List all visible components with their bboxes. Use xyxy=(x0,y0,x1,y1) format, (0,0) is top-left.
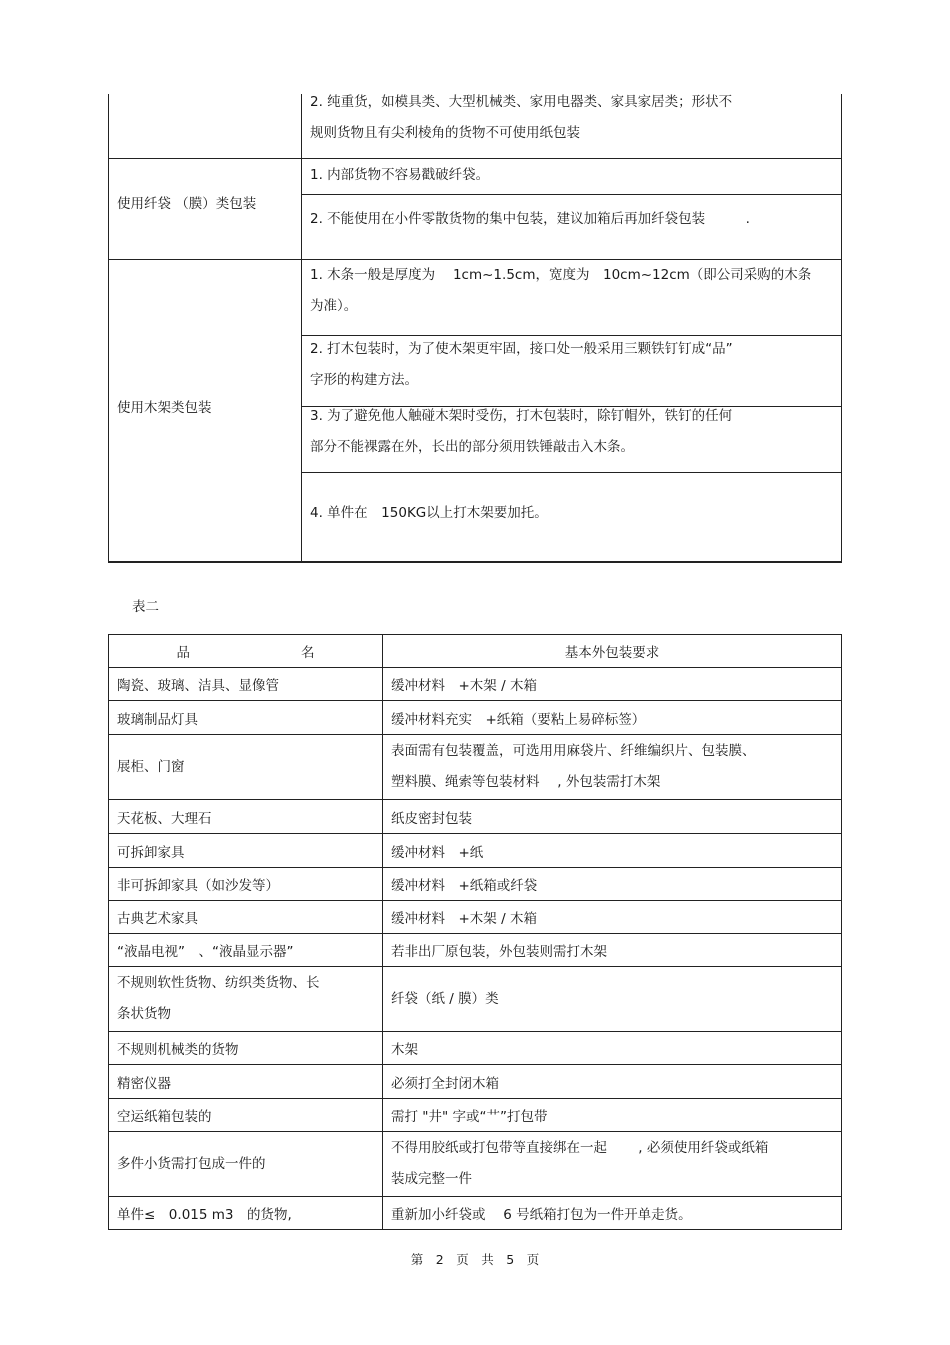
item-requirement: 缓冲材料 +纸箱或纤袋 xyxy=(383,868,842,901)
table-row xyxy=(109,1197,842,1230)
row-divider xyxy=(301,194,841,195)
item-requirement: 重新加小纤袋或 6 号纸箱打包为一件开单走货。 xyxy=(383,1197,842,1230)
table-row xyxy=(109,868,842,901)
row-divider xyxy=(301,472,841,473)
item-name: 可拆卸家具 xyxy=(109,834,383,868)
item-name: 展柜、门窗 xyxy=(109,735,383,800)
table-cell: 1. 内部货物不容易戳破纤袋。 xyxy=(310,167,490,183)
item-name: 古典艺术家具 xyxy=(109,901,383,934)
table-row xyxy=(109,1099,842,1132)
item-requirement: 纸皮密封包装 xyxy=(383,800,842,834)
packaging-method-table xyxy=(108,94,842,563)
row-divider xyxy=(109,158,841,159)
table-cell xyxy=(310,401,732,463)
item-requirement xyxy=(383,1132,842,1197)
table-caption: 表二 xyxy=(132,599,159,615)
table-cell: 4. 单件在 150KG以上打木架要加托。 xyxy=(310,505,548,521)
item-requirement: 缓冲材料充实 +纸箱（要粘上易碎标签） xyxy=(383,701,842,735)
table-row xyxy=(109,901,842,934)
item-name: 精密仪器 xyxy=(109,1065,383,1099)
table-row xyxy=(109,701,842,735)
column-header-requirement: 基本外包装要求 xyxy=(383,635,842,668)
column-header-name: 品 名 xyxy=(109,635,383,668)
item-requirement: 缓冲材料 +木架 / 木箱 xyxy=(383,668,842,701)
cell-text: 为准）。 xyxy=(310,298,358,314)
cell-text: 规则货物且有尖利棱角的货物不可使用纸包装 xyxy=(310,125,580,141)
table-row xyxy=(109,1032,842,1065)
page-number: 第 2 页 共 5 页 xyxy=(410,1252,540,1267)
table-cell xyxy=(310,334,733,396)
cell-text: 3. 为了避免他人触碰木架时受伤，打木包装时，除钉帽外，铁钉的任何 xyxy=(310,408,733,424)
cell-line: 塑料膜、绳索等包装材料 , 外包装需打木架 xyxy=(391,774,661,790)
cell-text: 字形的构建方法。 xyxy=(310,372,418,388)
column-divider xyxy=(301,94,302,561)
packaging-requirements-table xyxy=(108,634,842,1230)
item-name: 不规则机械类的货物 xyxy=(109,1032,383,1065)
cell-line: 条状货物 xyxy=(117,1006,171,1022)
item-requirement: 缓冲材料 +木架 / 木箱 xyxy=(383,901,842,934)
item-requirement xyxy=(383,735,842,800)
item-name: 天花板、大理石 xyxy=(109,800,383,834)
item-requirement: 木架 xyxy=(383,1032,842,1065)
cell-text: 1. 木条一般是厚度为 1cm~1.5cm，宽度为 10cm~12cm（即公司采购的木条 xyxy=(310,267,812,283)
group-label-wooden-frame: 使用木架类包装 xyxy=(117,400,212,416)
group-label-fiber-bag: 使用纤袋 （膜）类包装 xyxy=(117,196,257,212)
item-requirement: 缓冲材料 +纸 xyxy=(383,834,842,868)
cell-line: 不规则软性货物、纺织类货物、长 xyxy=(117,975,320,991)
item-name: 陶瓷、玻璃、洁具、显像管 xyxy=(109,668,383,701)
table-cell xyxy=(310,87,732,149)
table-header-row xyxy=(109,635,842,668)
table-row xyxy=(109,1132,842,1197)
item-name: 多件小货需打包成一件的 xyxy=(109,1132,383,1197)
cell-line: 不得用胶纸或打包带等直接绑在一起 , 必须使用纤袋或纸箱 xyxy=(391,1140,769,1156)
cell-text: 部分不能裸露在外，长出的部分须用铁锤敲击入木条。 xyxy=(310,439,634,455)
item-name xyxy=(109,967,383,1032)
table-row xyxy=(109,834,842,868)
item-requirement: 需打 "井" 字或“艹”打包带 xyxy=(383,1099,842,1132)
table-row xyxy=(109,735,842,800)
table-row xyxy=(109,967,842,1032)
item-name: 非可拆卸家具（如沙发等） xyxy=(109,868,383,901)
item-name: 玻璃制品灯具 xyxy=(109,701,383,735)
table-cell: 2. 不能使用在小件零散货物的集中包装，建议加箱后再加纤袋包装 . xyxy=(310,211,750,227)
cell-text: 2. 纯重货，如模具类、大型机械类、家用电器类、家具家居类；形状不 xyxy=(310,94,733,110)
cell-line: 表面需有包装覆盖，可选用用麻袋片、纤维编织片、包装膜、 xyxy=(391,743,756,759)
item-name: “液晶电视” 、“液晶显示器” xyxy=(109,934,383,967)
table-row xyxy=(109,934,842,967)
table-row xyxy=(109,1065,842,1099)
item-name: 空运纸箱包装的 xyxy=(109,1099,383,1132)
cell-text: 2. 打木包装时，为了使木架更牢固，接口处一般采用三颗铁钉钉成“品” xyxy=(310,341,733,357)
item-requirement: 必须打全封闭木箱 xyxy=(383,1065,842,1099)
table-cell xyxy=(310,260,811,322)
table-row xyxy=(109,800,842,834)
item-requirement: 若非出厂原包装，外包装则需打木架 xyxy=(383,934,842,967)
item-requirement: 纤袋（纸 / 膜）类 xyxy=(383,967,842,1032)
table-row xyxy=(109,668,842,701)
item-name: 单件≤ 0.015 m3 的货物, xyxy=(109,1197,383,1230)
cell-line: 装成完整一件 xyxy=(391,1171,472,1187)
